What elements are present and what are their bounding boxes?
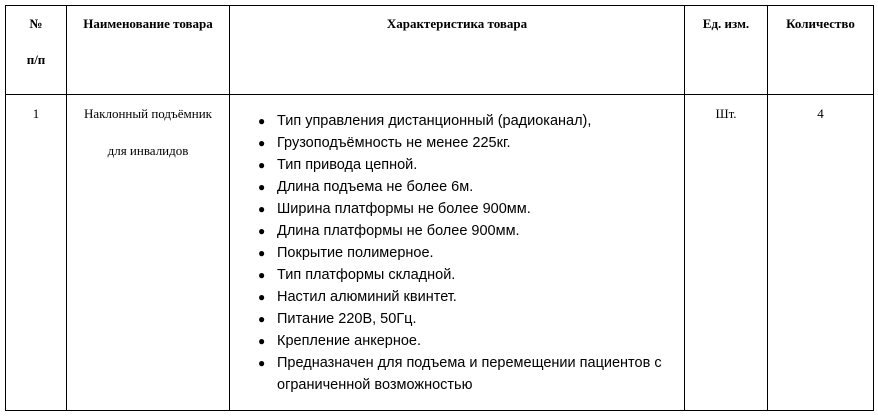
row-number: 1 [6, 95, 67, 411]
spec-list-item [258, 308, 684, 330]
spec-item-text: Крепление анкерное. [277, 333, 422, 349]
header-quantity: Количество [768, 6, 874, 95]
bullet-icon: ● [258, 334, 266, 348]
header-number-label: п/п [26, 52, 46, 67]
header-product-name: Наименование товара [67, 6, 230, 95]
spec-list-item [258, 352, 684, 396]
spec-item-text: Питание 220В, 50Гц. [277, 311, 417, 327]
spec-list-item [258, 110, 684, 132]
bullet-icon: ● [258, 158, 266, 172]
spec-list-item [258, 176, 684, 198]
header-number-symbol: № [29, 16, 43, 31]
spec-list-item [258, 330, 684, 352]
spec-item-text: Грузоподъёмность не менее 225кг. [277, 135, 511, 151]
spec-list [230, 95, 684, 396]
header-row [6, 6, 874, 95]
spec-list-item [258, 198, 684, 220]
header-unit: Ед. изм. [685, 6, 768, 95]
table-row [6, 95, 874, 411]
spec-item-text: Тип платформы складной. [277, 267, 456, 283]
row-product-name [67, 95, 230, 411]
spec-list-item [258, 154, 684, 176]
spec-item-text: Длина подъема не более 6м. [277, 179, 474, 195]
bullet-icon: ● [258, 312, 266, 326]
bullet-icon: ● [258, 114, 266, 128]
specification-table [5, 5, 874, 411]
spec-item-text: Тип привода цепной. [277, 157, 418, 173]
bullet-icon: ● [258, 136, 266, 150]
spec-list-item [258, 286, 684, 308]
bullet-icon: ● [258, 268, 266, 282]
spec-item-text: Тип управления дистанционный (радиоканал), [277, 113, 592, 129]
bullet-icon: ● [258, 246, 266, 260]
row-product-spec [230, 95, 685, 411]
product-name-line-2: для инвалидов [107, 143, 189, 158]
row-unit: Шт. [685, 95, 768, 411]
spec-list-item [258, 132, 684, 154]
bullet-icon: ● [258, 224, 266, 238]
product-name-line-1: Наклонный подъёмник [84, 106, 212, 121]
spec-list-item [258, 264, 684, 286]
spec-item-text: Покрытие полимерное. [277, 245, 434, 261]
spec-list-item [258, 220, 684, 242]
bullet-icon: ● [258, 180, 266, 194]
header-number [6, 6, 67, 95]
spec-item-text: Длина платформы не более 900мм. [277, 223, 520, 239]
bullet-icon: ● [258, 290, 266, 304]
header-product-spec: Характеристика товара [230, 6, 685, 95]
bullet-icon: ● [258, 356, 266, 370]
spec-list-item [258, 242, 684, 264]
spec-item-text: Настил алюминий квинтет. [277, 289, 457, 305]
bullet-icon: ● [258, 202, 266, 216]
spec-item-text: Ширина платформы не более 900мм. [277, 201, 531, 217]
spec-item-text: Предназначен для подъема и перемещении пациентов с ограниченной возможностью [277, 355, 662, 393]
row-quantity: 4 [768, 95, 874, 411]
